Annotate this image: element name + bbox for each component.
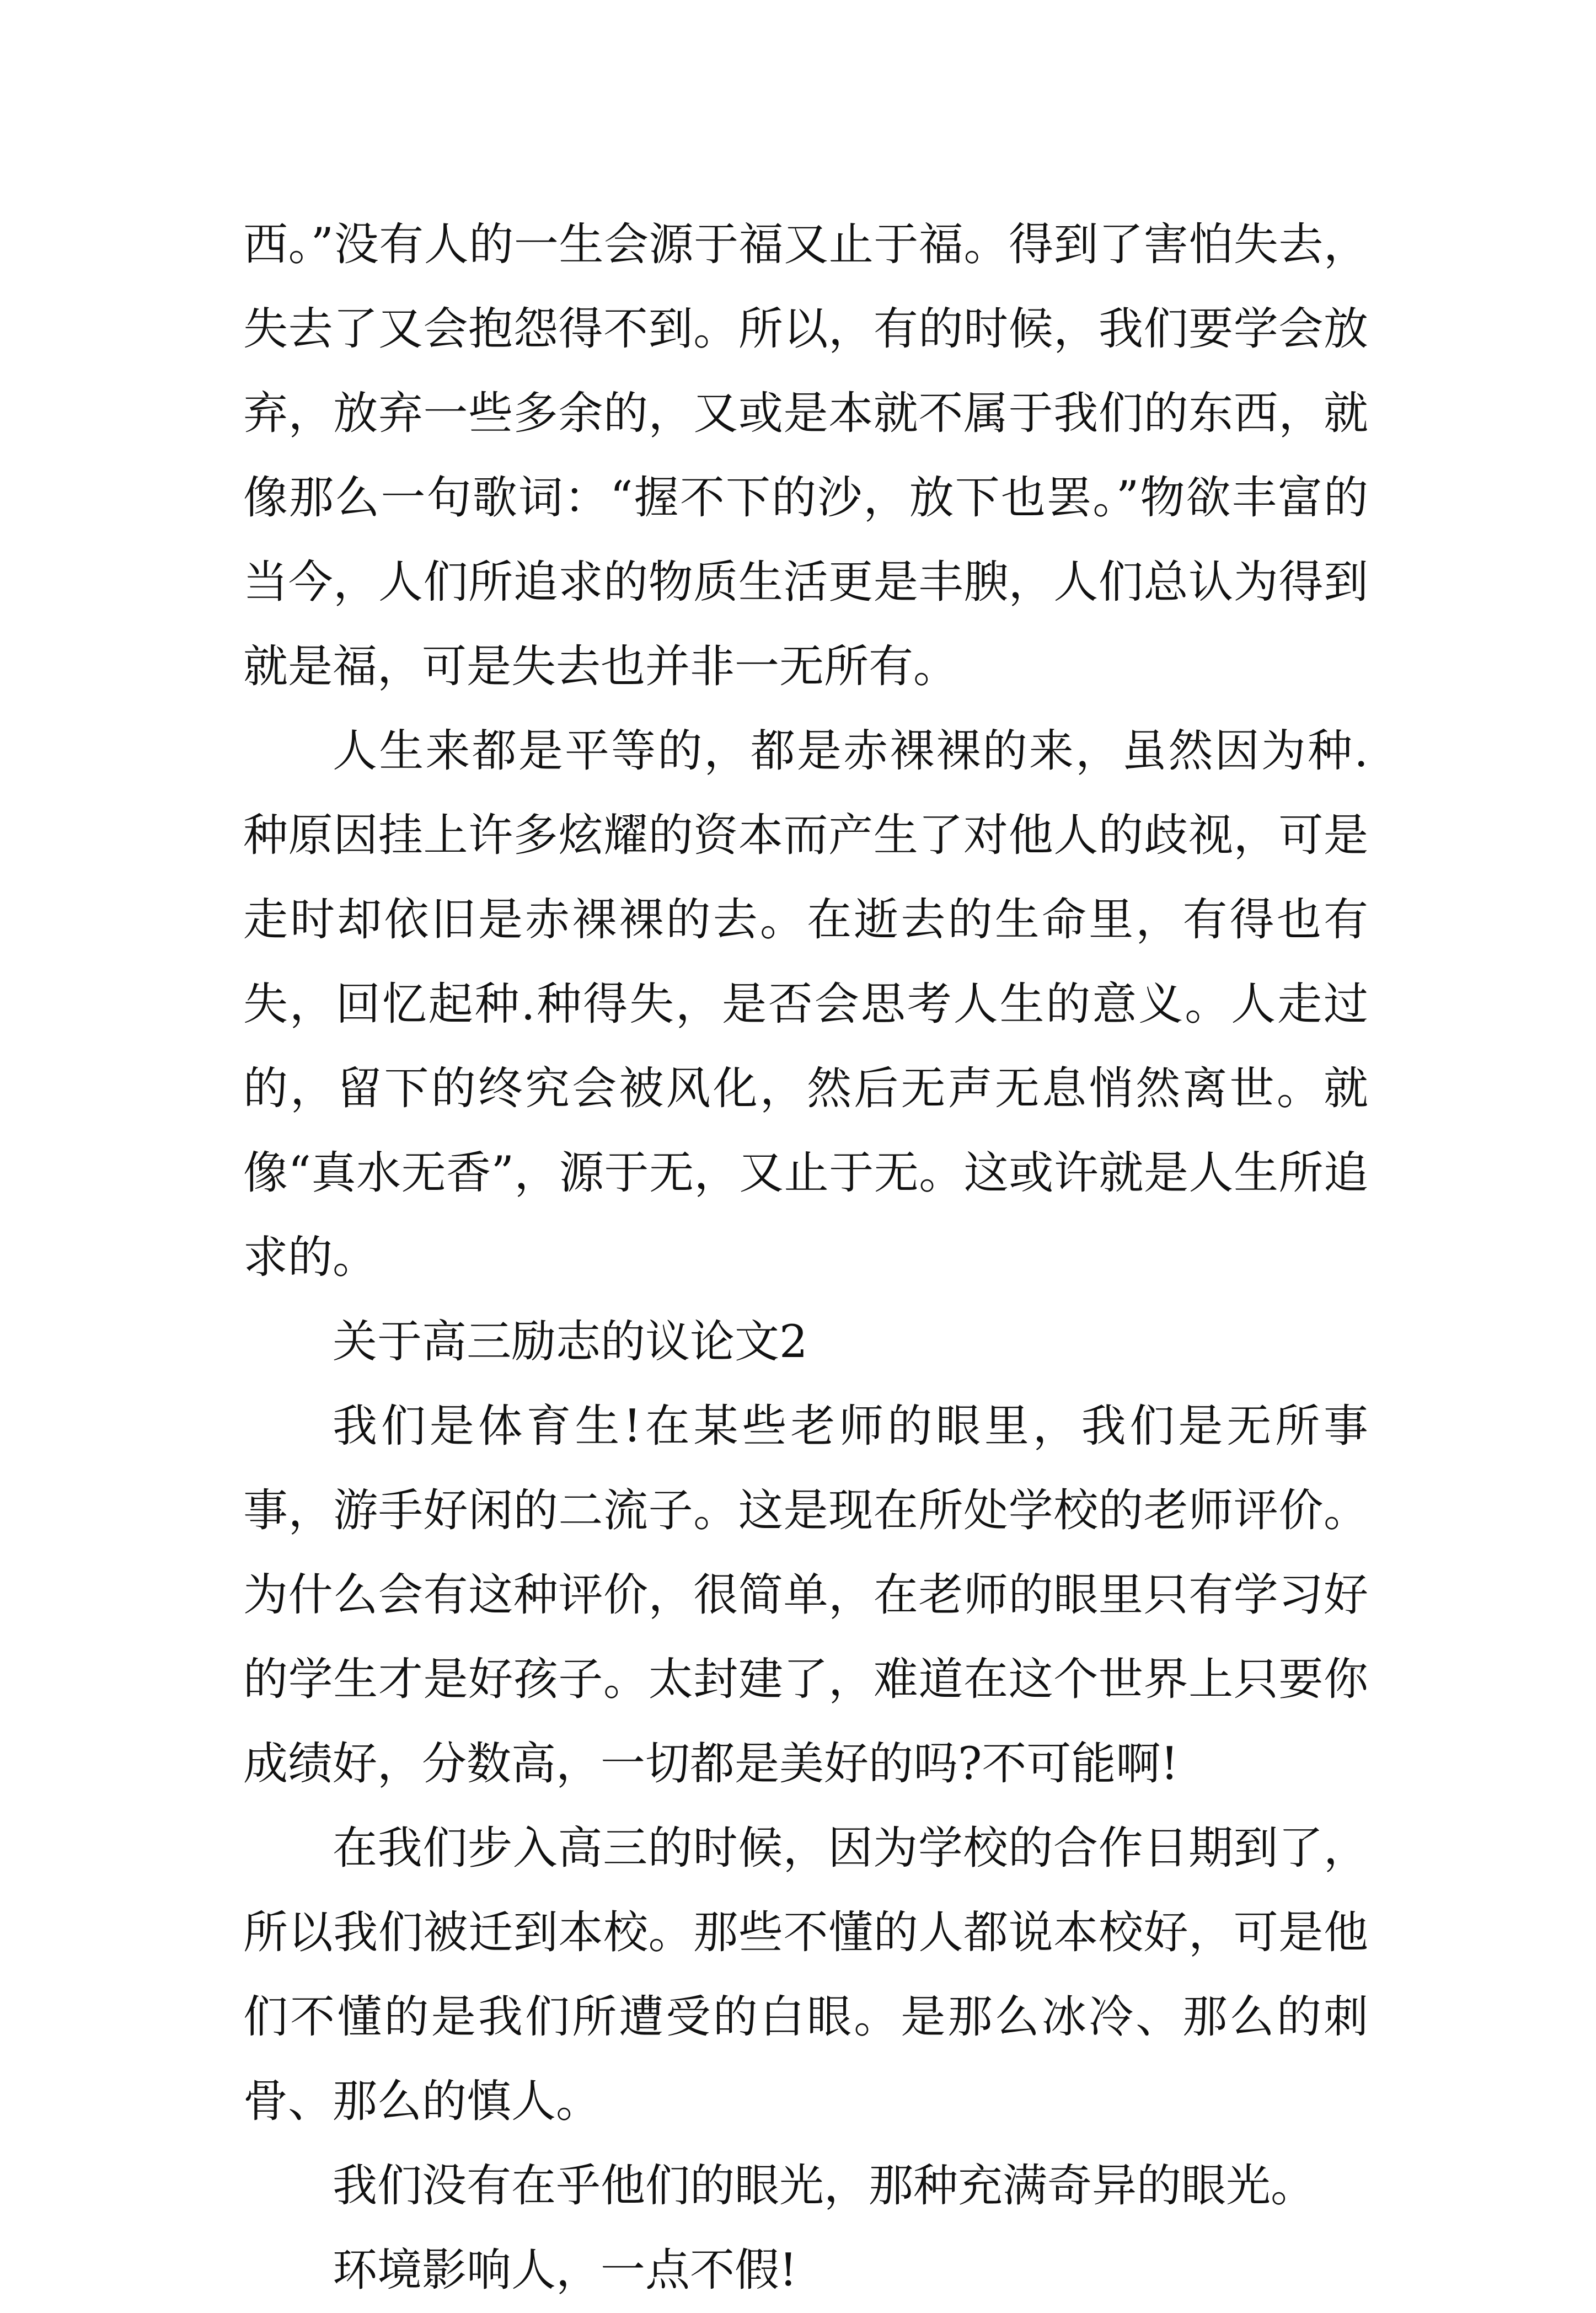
paragraph: 人生来都是平等的，都是赤裸裸的来，虽然因为种.种原因挂上许多炫耀的资本而产生了对他人的歧视，可是走时却依旧是赤裸裸的去。在逝去的生命里，有得也有失，回忆起种.种得失，是否会思考人生的意义。人走过的，留下的终究会被风化，然后无声无息悄然离世。就像“真水无香”，源于无，又止于无。这或许就是人生所追求的。 [243, 725, 1368, 1284]
paragraph-continued: 西。”没有人的一生会源于福又止于福。得到了害怕失去，失去了又会抱怨得不到。所以，有的时候，我们要学会放弃，放弃一些多余的，又或是本就不属于我们的东西，就像那么一句歌词：“握不下的沙，放下也罢。”物欲丰富的当今，人们所追求的物质生活更是丰腴，人们总认为得到就是福，可是失去也并非一无所有。 [243, 219, 1368, 693]
document-body [243, 203, 1368, 2313]
paragraph: 我们没有在乎他们的眼光，那种充满奇异的眼光。 [333, 2160, 1316, 2212]
paragraph: 我们是体育生!在某些老师的眼里，我们是无所事事，游手好闲的二流子。这是现在所处学校的老师评价。为什么会有这种评价，很简单，在老师的眼里只有学习好的学生才是好孩子。太封建了，难道在这个世界上只要你成绩好，分数高，一切都是美好的吗?不可能啊! [243, 1401, 1368, 1790]
section-heading: 关于高三励志的议论文2 [333, 1316, 808, 1368]
paragraph: 环境影响人，一点不假! [333, 2245, 797, 2296]
paragraph: 在我们步入高三的时候，因为学校的合作日期到了，所以我们被迁到本校。那些不懂的人都说本校好，可是他们不懂的是我们所遭受的白眼。是那么冰冷、那么的刺骨、那么的慎人。 [243, 1823, 1368, 2128]
